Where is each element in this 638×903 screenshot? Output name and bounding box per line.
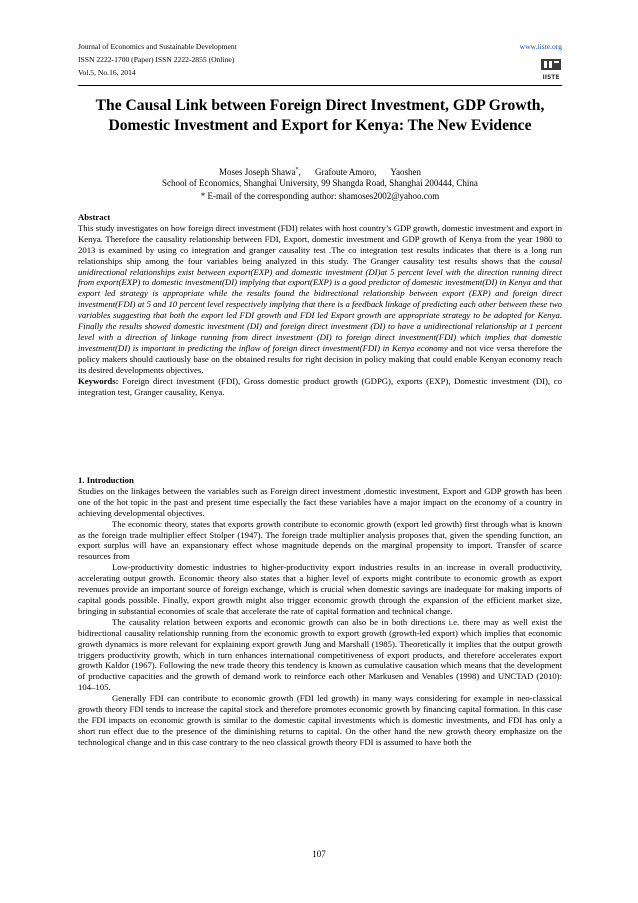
keywords xyxy=(78,376,562,398)
intro-paragraph-2: The economic theory, states that exports growth contribute to economic growth (export led growth) first through what is known as the foreign trade multiplier effect Stolper (1947). The foreign trade multiplier analysis proposes that, given the spending function, an export surplus will have an expansionary effect whose magnitude depends on the marginal propensity to import. Transfer of scarce resources from xyxy=(78,518,562,562)
intro-paragraph-4: The causality relation between exports and economic growth can also be in both directions i.e. there may as well exist the bidirectional causality relationship running from the economic growth to export growth (growth-led export) which implies that economic growth dynamics is more relevant for explaining export growth Jung and Marshall (1985). Theoretically it implies that the output growth triggers productivity growth, which in turn enhances international competitiveness of export products, and therefore accelerates export growth Kaldor (1967). Following the new trade theory this tendency is known as cumulative causation which means that the development of productive capacities and the growth of demand work to reinforce each other Markusen and Venables (1998) and UNCTAD (2010): 104–105. xyxy=(78,616,562,693)
keywords-text: Foreign direct investment (FDI), Gross domestic product growth (GDPG), exports (EXP), Domestic investment (DI), co integration test, Granger causality, Kenya. xyxy=(78,375,562,397)
abstract-heading: Abstract xyxy=(78,212,111,222)
abstract-text-end: and not vice versa therefore the policy makers should cautiously base on the obtained results for right decision in policy making that could enable Kenyan economy reach its desired developments objectives. xyxy=(78,342,563,375)
abstract-text-plain: This study investigates on how foreign direct investment (FDI) relates with host country’s GDP growth, domestic investment and export in Kenya. Therefore the causality relationship between FDI, Export, domestic investment and GDP growth of Kenya from the year 1980 to 2013 is examined by using co integration and granger causality test .The co integration test results indicates that there is a long run relationships ship among the four variables being analyzed in this study. The Granger causality test results shows that the xyxy=(78,222,562,266)
abstract-section xyxy=(78,212,562,397)
author-2: Grafoute Amoro xyxy=(315,167,375,177)
abstract-text-italic: causal unidirectional relationships exist between export(EXP) and domestic investment (DI)at 5 percent level with the direction running direct from export(EXP) to domestic investment(DI) implying that export(EXP) is a good predictor of domestic investment(DI) in Kenya and that export led strategy is appropriate while the results found the bidirectional relationship between export (EXP) and foreign direct investment(FDI) at 5 and 10 percent level respectively implying that there is a feedback linkage of predicting each other between these two variables suggesting that both the export led FDI growth and FDI led Export growth are appropriate strategy to be adopted for Kenya. Finally the results showed domestic investment (DI) and foreign direct investment (DI) to have a unidirectional relationship at 1 percent level with a direction of linkage running from direct investment (DI) to foreign direct investment(FDI) which implies that domestic investment(DI) is important in predicting the inflow of foreign direct investment(FDI) in Kenya economy xyxy=(78,255,562,353)
intro-paragraph-1: Studies on the linkages between the variables such as Foreign direct investment ,domestic investment, Export and GDP growth has been one of the hot topic in the past and present time especially the fact these variables have a major impact on the economy of a country in achieving developmental objectives. xyxy=(78,485,562,518)
affiliation: School of Economics, Shanghai University, 99 Shangda Road, Shanghai 200444, China xyxy=(162,178,478,188)
logo-text: IISTE xyxy=(542,74,560,81)
paper-title: The Causal Link between Foreign Direct Investment, GDP Growth, Domestic Investment and Export for Kenya: The New Evidence xyxy=(95,97,545,134)
keywords-label: Keywords: xyxy=(78,375,119,386)
abstract-body xyxy=(78,223,562,376)
introduction-section xyxy=(78,475,562,748)
introduction-heading: 1. Introduction xyxy=(78,475,134,485)
author-separator: , xyxy=(298,167,301,177)
iiste-logo xyxy=(540,58,562,82)
journal-url-link[interactable]: www.iiste.org xyxy=(519,42,562,51)
header-rule xyxy=(78,85,562,86)
intro-paragraph-3: Low-productivity domestic industries to higher-productivity export industries results in an increase in overall productivity, accelerating output growth. Economic theory also states that a higher level of exports might contribute to economic growth as export revenues provide an important source of foreign exchange, which is crucial when domestic savings are inadequate for making imports of capital goods possible. Finally, export growth might also trigger economic growth through the expansion of the efficient market size, bringing in substantial economies of scale that accelerate the rate of capital formation and technical change. xyxy=(78,562,562,616)
author-1: Moses Joseph Shawa xyxy=(219,167,296,177)
corresponding-mark: * xyxy=(295,167,299,173)
journal-name: Journal of Economics and Sustainable Development xyxy=(78,42,237,51)
author-line xyxy=(78,164,562,178)
page-number: 107 xyxy=(312,849,326,859)
issn-line: ISSN 2222-1700 (Paper) ISSN 2222-2855 (Online) xyxy=(78,55,235,64)
corresponding-email: * E-mail of the corresponding author: shamoses2002@yahoo.com xyxy=(200,191,440,201)
intro-paragraph-5: Generally FDI can contribute to economic growth (FDI led growth) in many ways considering for example in neo-classical growth theory FDI tends to increase the capital stock and therefore promotes economic growth by financing capital formation. In this case the FDI impacts on economic growth is similar to the domestic capital investments which is domestic investments, and FDI has only a short run effect due to the presence of the diminishing returns to capital. On the other hand the new growth theory emphasize on the technological change and in this case contrary to the neo classical growth theory FDI is assumed to have both the xyxy=(78,693,562,747)
author-3: Yaoshen xyxy=(390,167,421,177)
author-separator-2: , xyxy=(374,167,377,177)
volume-line: Vol.5, No.16, 2014 xyxy=(78,68,136,77)
